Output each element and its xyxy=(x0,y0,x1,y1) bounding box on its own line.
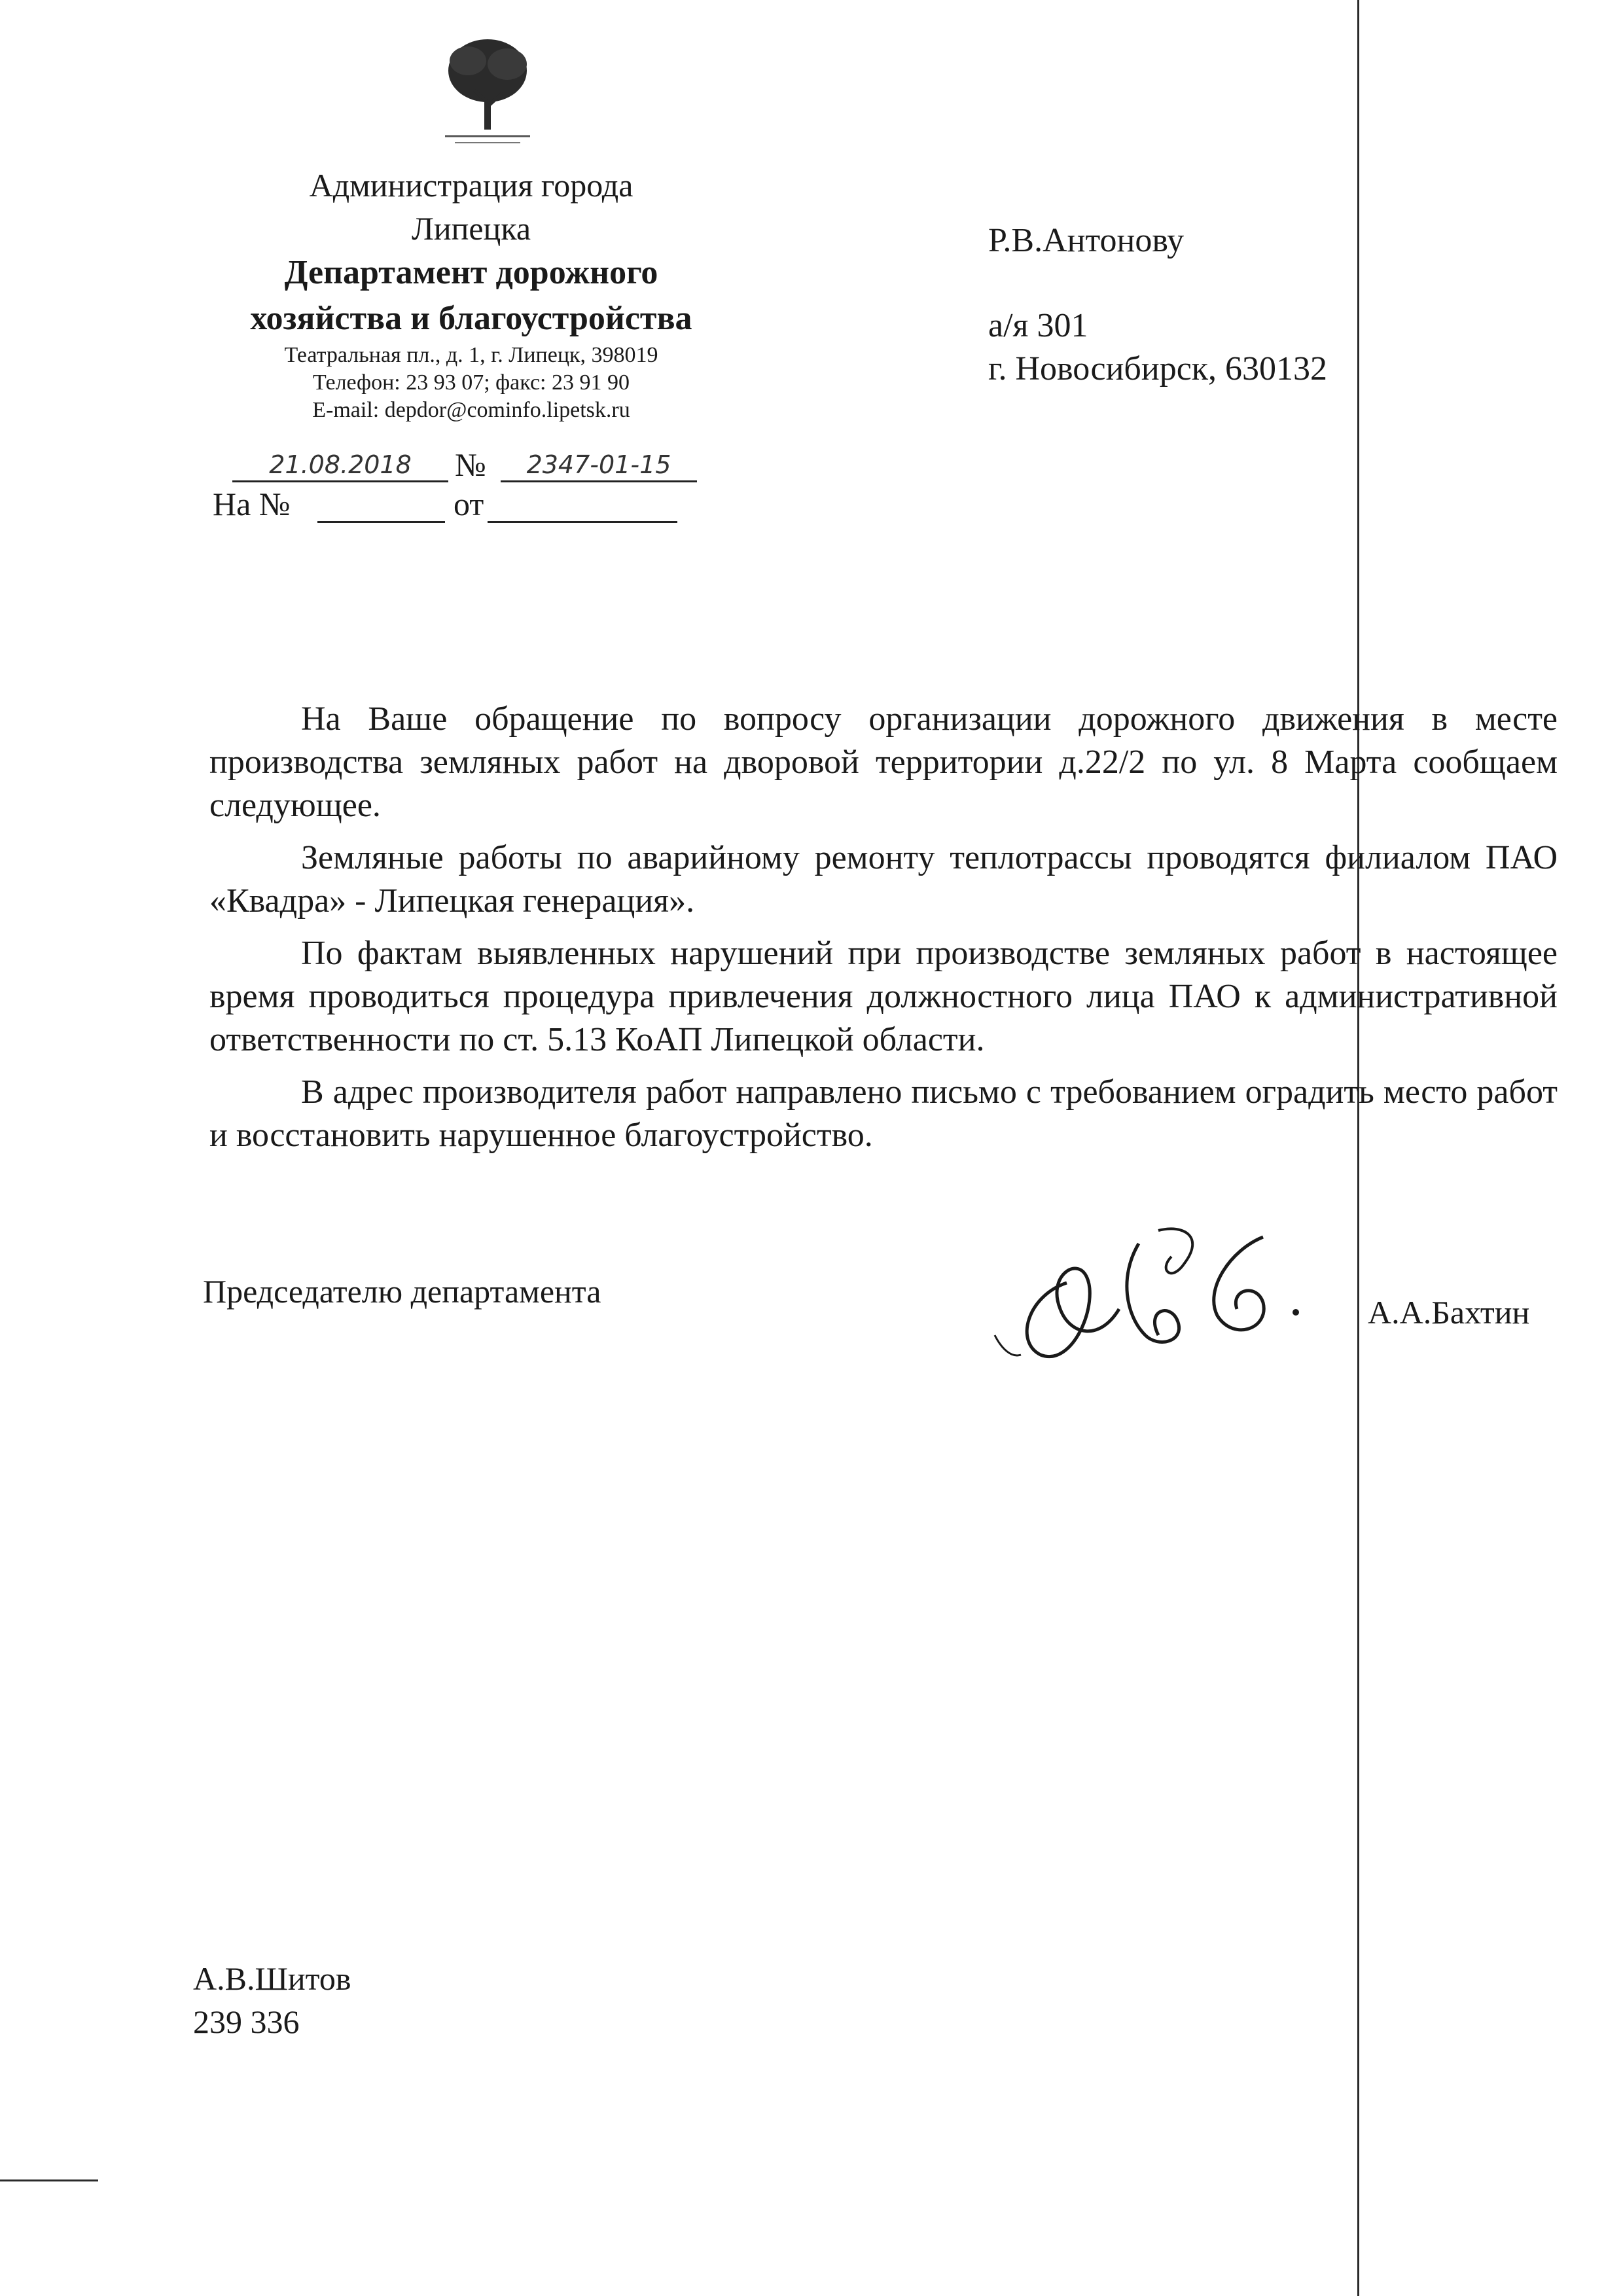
recipient-name: Р.В.Антонову xyxy=(988,222,1185,259)
body-paragraph: Земляные работы по аварийному ремонту теплотрассы проводятся филиалом ПАО «Квадра» - Липецкая генерация». xyxy=(209,839,1558,920)
executor-phone: 239 336 xyxy=(193,2003,300,2040)
registration-number-label: № xyxy=(455,446,486,483)
reference-number-label: На № xyxy=(213,486,291,522)
executor-name: А.В.Шитов xyxy=(193,1960,351,1997)
reference-row xyxy=(213,483,684,525)
signatory-name: А.А.Бахтин xyxy=(1368,1294,1530,1331)
handwritten-signature xyxy=(988,1204,1329,1374)
registration-number: 2347-01-15 xyxy=(501,445,697,482)
org-name-line1: Администрация города xyxy=(309,167,633,204)
executor-block xyxy=(193,1957,351,2043)
reference-date-label: от xyxy=(454,486,484,522)
letter-body xyxy=(209,698,1558,1166)
registration-date: 21.08.2018 xyxy=(232,445,448,482)
reference-date-blank xyxy=(488,483,677,523)
signatory-title: Председателю департамента xyxy=(203,1273,601,1310)
dept-name-line1: Департамент дорожного xyxy=(284,254,658,291)
dept-name-line2: хозяйства и благоустройства xyxy=(250,300,692,337)
scan-edge-mark xyxy=(0,2179,98,2181)
registration-row xyxy=(232,445,704,484)
body-paragraph: По фактам выявленных нарушений при производстве земляных работ в настоящее время проводиться процедура привлечения должностного лица ПАО к административной ответственности по ст. 5.13 КоАП Липецкой области. xyxy=(209,935,1558,1058)
org-name-line2: Липецка xyxy=(411,210,531,247)
body-paragraph: В адрес производителя работ направлено письмо с требованием оградить место работ и восстановить нарушенное благоустройство. xyxy=(209,1073,1558,1154)
letterhead xyxy=(183,164,759,424)
reference-number-blank xyxy=(317,483,445,523)
org-address: Театральная пл., д. 1, г. Липецк, 398019 xyxy=(284,343,658,367)
body-paragraph: На Ваше обращение по вопросу организации дорожного движения в месте производства земляных работ на дворовой территории д.22/2 по ул. 8 Марта сообщаем следующее. xyxy=(209,700,1558,824)
recipient-po-box: а/я 301 xyxy=(988,307,1088,344)
tree-emblem-icon xyxy=(432,25,543,156)
recipient-city: г. Новосибирск, 630132 xyxy=(988,350,1328,387)
org-email: E-mail: depdor@cominfo.lipetsk.ru xyxy=(312,398,630,422)
recipient-block xyxy=(988,219,1327,391)
org-phone: Телефон: 23 93 07; факс: 23 91 90 xyxy=(313,370,630,395)
